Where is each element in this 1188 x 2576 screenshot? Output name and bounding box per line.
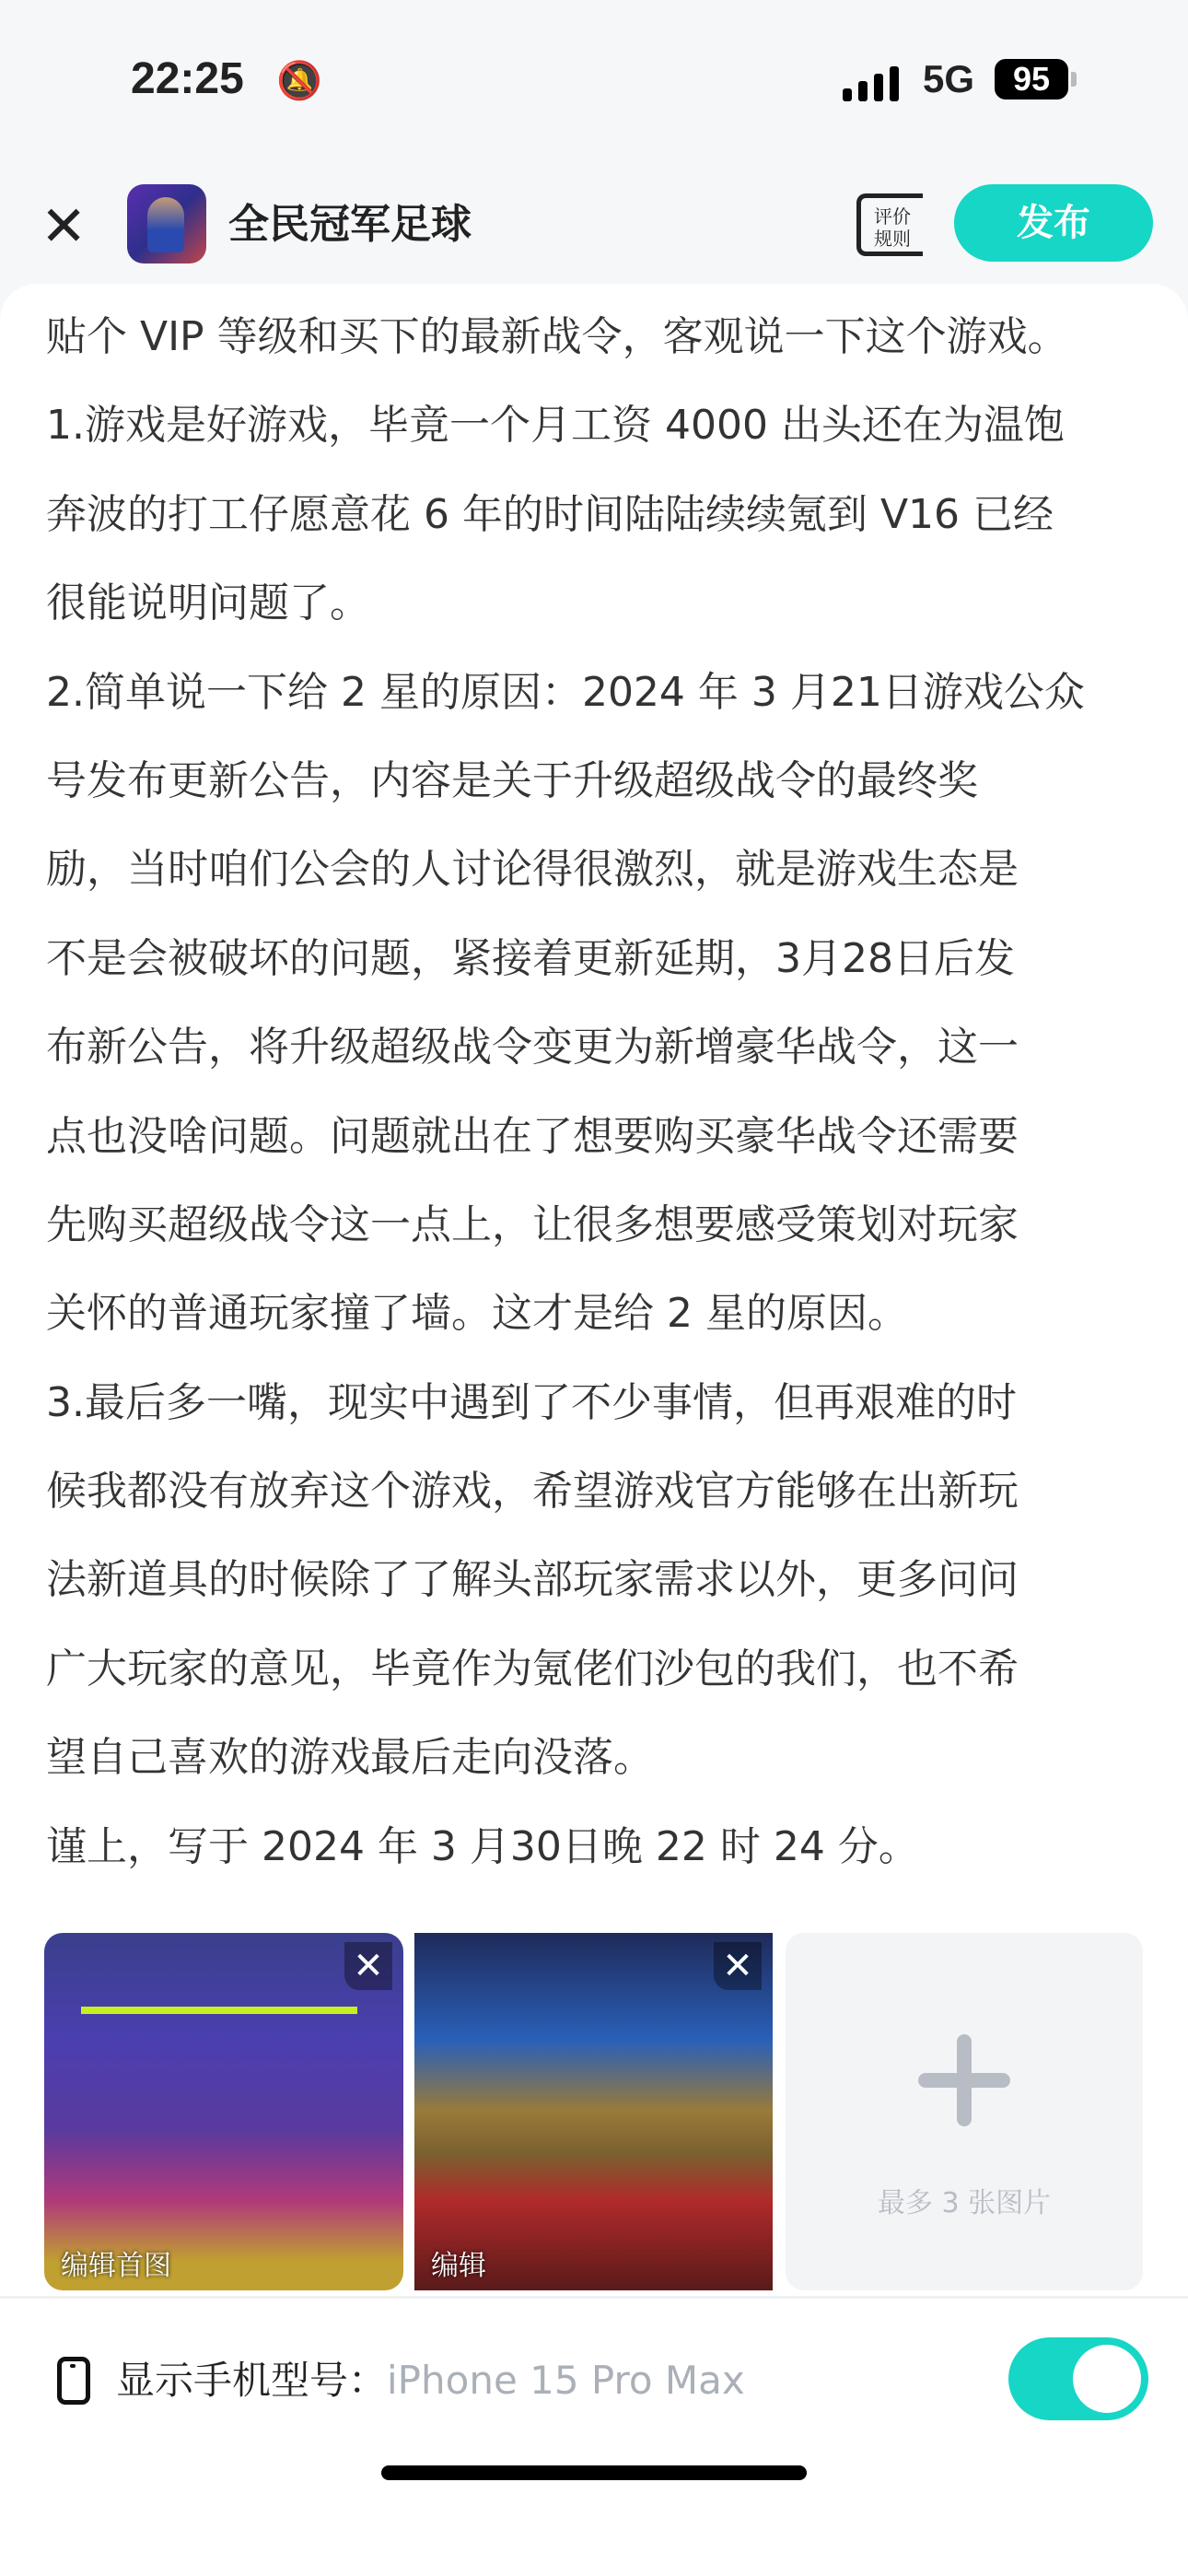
review-line: 贴个 VIP 等级和买下的最新战令，客观说一下这个游戏。 <box>46 313 1068 360</box>
review-line: 关怀的普通玩家撞了墙。这才是给 2 星的原因。 <box>46 1290 908 1338</box>
review-text-input[interactable] <box>46 293 1160 1891</box>
rules-label-1: 评价 <box>874 205 911 228</box>
phone-icon <box>57 2357 90 2405</box>
plus-icon <box>918 2034 1010 2126</box>
edit-cover-label[interactable]: 编辑首图 <box>61 2250 171 2282</box>
app-icon <box>127 184 206 263</box>
image-thumbnail-1[interactable] <box>44 1933 403 2290</box>
publish-button[interactable]: 发布 <box>954 184 1153 262</box>
vip-progress-bar <box>81 2007 357 2014</box>
show-phone-model-toggle[interactable] <box>1008 2337 1148 2420</box>
remove-image-icon[interactable]: ✕ <box>344 1942 392 1990</box>
bell-muted-icon: 🔕 <box>276 60 322 102</box>
app-title: 全民冠军足球 <box>228 201 472 248</box>
review-line: 奔波的打工仔愿意花 6 年的时间陆陆续续氪到 V16 已经 <box>46 490 1054 538</box>
review-line: 很能说明问题了。 <box>46 580 370 627</box>
rules-label-2: 规则 <box>874 228 911 250</box>
review-line: 布新公告，将升级超级战令变更为新增豪华战令，这一 <box>46 1024 1019 1071</box>
review-line: 点也没啥问题。问题就出在了想要购买豪华战令还需要 <box>46 1112 1019 1160</box>
remove-image-icon[interactable]: ✕ <box>714 1942 762 1990</box>
review-line: 3.最后多一嘴，现实中遇到了不少事情，但再艰难的时 <box>46 1378 1017 1426</box>
review-line: 候我都没有放弃这个游戏，希望游戏官方能够在出新玩 <box>46 1468 1019 1516</box>
review-line: 法新道具的时候除了了解头部玩家需求以外，更多问问 <box>46 1556 1019 1604</box>
home-indicator[interactable] <box>381 2465 807 2480</box>
review-line: 2.简单说一下给 2 星的原因：2024 年 3 月21日游戏公众 <box>46 668 1085 716</box>
review-rules-button[interactable] <box>856 193 923 256</box>
image-thumbnail-2[interactable] <box>414 1933 773 2290</box>
add-image-label: 最多 3 张图片 <box>877 2187 1052 2219</box>
review-line: 先购买超级战令这一点上，让很多想要感受策划对玩家 <box>46 1200 1019 1248</box>
phone-model-row <box>116 2353 745 2408</box>
battery-icon: 95 <box>995 59 1068 100</box>
toggle-knob <box>1073 2345 1141 2413</box>
close-icon[interactable]: ✕ <box>41 194 87 259</box>
add-image-button[interactable] <box>786 1933 1143 2290</box>
review-line: 不是会被破坏的问题，紧接着更新延期，3月28日后发 <box>46 934 1015 982</box>
review-line: 望自己喜欢的游戏最后走向没落。 <box>46 1734 654 1782</box>
phone-model-label: 显示手机型号： <box>116 2358 388 2403</box>
status-time: 22:25 <box>131 54 244 103</box>
bottom-bar <box>0 2299 1188 2576</box>
edit-image-label[interactable]: 编辑 <box>431 2250 486 2282</box>
phone-model-value: iPhone 15 Pro Max <box>387 2358 745 2403</box>
network-type: 5G <box>923 57 975 100</box>
review-line: 广大玩家的意见，毕竟作为氪佬们沙包的我们，也不希 <box>46 1645 1019 1692</box>
review-line: 励，当时咱们公会的人讨论得很激烈，就是游戏生态是 <box>46 846 1019 894</box>
review-line: 号发布更新公告，内容是关于升级超级战令的最终奖 <box>46 756 978 804</box>
status-bar <box>0 53 1188 109</box>
battery-cap <box>1071 72 1077 87</box>
review-line: 谨上，写于 2024 年 3 月30日晚 22 时 24 分。 <box>46 1822 919 1870</box>
signal-icon <box>843 66 899 101</box>
review-line: 1.游戏是好游戏，毕竟一个月工资 4000 出头还在为温饱 <box>46 402 1065 450</box>
